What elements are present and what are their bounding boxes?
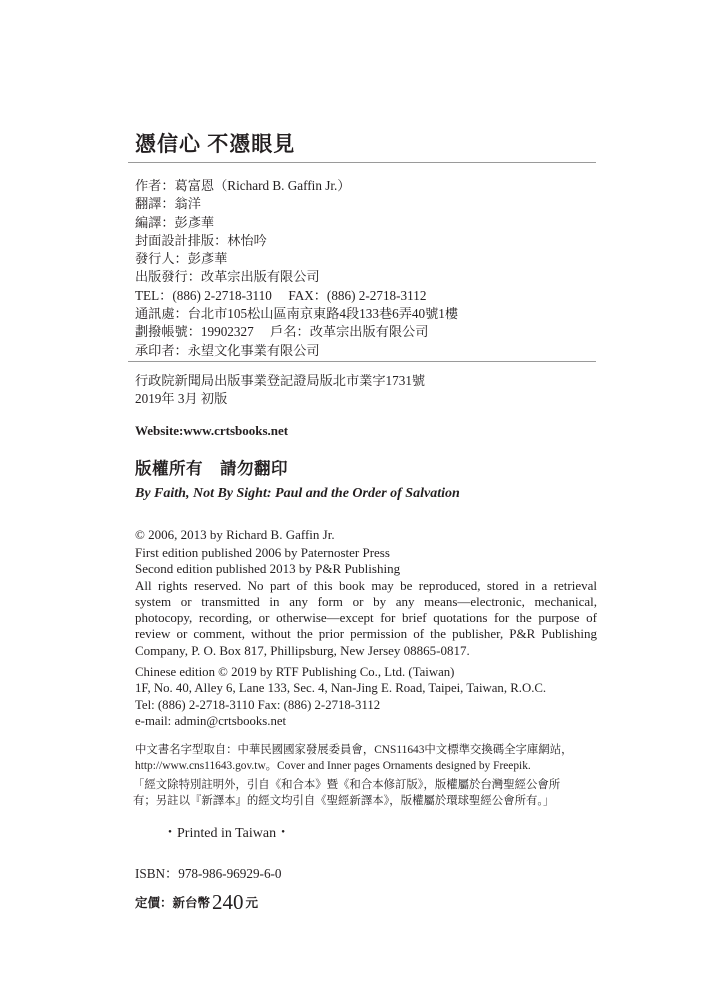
credits-block [135,177,458,360]
font-note-line: 中文書名字型取自：中華民國國家發展委員會，CNS11643中文標準交換碼全字庫網站， [135,744,573,756]
edition-line: Second edition published 2013 by P&R Publishing [135,561,401,577]
registration-block [135,372,425,409]
credit-line: 翻譯：翁洋 [135,196,201,212]
english-rights-block [135,545,597,659]
price-label: 定價：新台幣 [135,896,211,910]
scripture-note [133,777,560,809]
credit-line: 劃撥帳號：19902327 戶名：改革宗出版有限公司 [135,324,429,340]
credit-line: 編譯：彭彥華 [135,214,215,230]
chinese-edition-line: Tel: (886) 2-2718-3110 Fax: (886) 2-2718-3112 [135,697,381,712]
divider-top [128,162,596,163]
chinese-edition-line: 1F, No. 40, Alley 6, Lane 133, Sec. 4, Nan-Jing E. Road, Taipei, Taiwan, R.O.C. [135,681,547,696]
rights-notice: 版權所有 請勿翻印 [135,459,288,478]
rights-paragraph-line: Company, P. O. Box 817, Phillipsburg, New Jersey 08865-0817. [135,642,470,658]
credit-line: 出版發行：改革宗出版有限公司 [135,269,320,285]
credit-line: 封面設計排版：林怡吟 [135,232,267,248]
price-amount: 240 [212,890,244,914]
scripture-note-line: 「經文除特別註明外，引自《和合本》暨《和合本修訂版》，版權屬於台灣聖經公會所 [133,779,561,791]
scripture-note-line: 有；另註以『新譯本』的經文均引自《聖經新譯本》，版權屬於環球聖經公會所有。」 [133,795,555,807]
english-title: By Faith, Not By Sight: Paul and the Order of Salvation [135,486,460,501]
price-line [135,890,258,915]
credit-line: 作者：葛富恩（Richard B. Gaffin Jr.） [135,178,351,193]
font-note-line: http://www.cns11643.gov.tw。Cover and Inner pages Ornaments designed by Freepik. [135,760,531,772]
chinese-edition-line: Chinese edition © 2019 by RTF Publishing Co., Ltd. (Taiwan) [135,665,455,679]
price-unit: 元 [245,896,259,910]
registration-line: 2019年 3月 初版 [135,391,228,407]
credit-line: 發行人：彭彥華 [135,251,228,267]
font-credit-note [135,742,573,774]
rights-paragraph-line: All rights reserved. No part of this book may be reproduced, stored in a retrieval [135,577,597,593]
rights-paragraph-line: review or comment, without the prior permission of the publisher, P&R Publishing [135,626,597,642]
registration-line: 行政院新聞局出版事業登記證局版北市業字1731號 [135,373,426,388]
rights-paragraph-line: system or transmitted in any form or by any means—electronic, mechanical, [135,593,597,609]
chinese-edition-block [135,664,546,729]
credit-line: 通訊處：台北市105松山區南京東路4段133巷6弄40號1樓 [135,306,459,322]
credit-line: 承印者：永望文化事業有限公司 [135,342,320,358]
rights-paragraph-line: photocopy, recording, or otherwise—except for brief quotations for the purpose of [135,610,597,626]
printed-in-taiwan: ・Printed in Taiwan・ [163,826,291,841]
website-url: Website:www.crtsbooks.net [135,423,289,438]
divider-middle [128,361,596,362]
credit-line: TEL：(886) 2-2718-3110 FAX：(886) 2-2718-3112 [135,287,427,303]
copyright-line: © 2006, 2013 by Richard B. Gaffin Jr. [135,527,335,542]
chinese-edition-line: e-mail: admin@crtsbooks.net [135,713,287,728]
edition-line: First edition published 2006 by Paternoster Press [135,545,390,560]
book-title: 憑信心 不憑眼見 [135,132,296,156]
isbn: ISBN：978-986-96929-6-0 [135,866,282,881]
